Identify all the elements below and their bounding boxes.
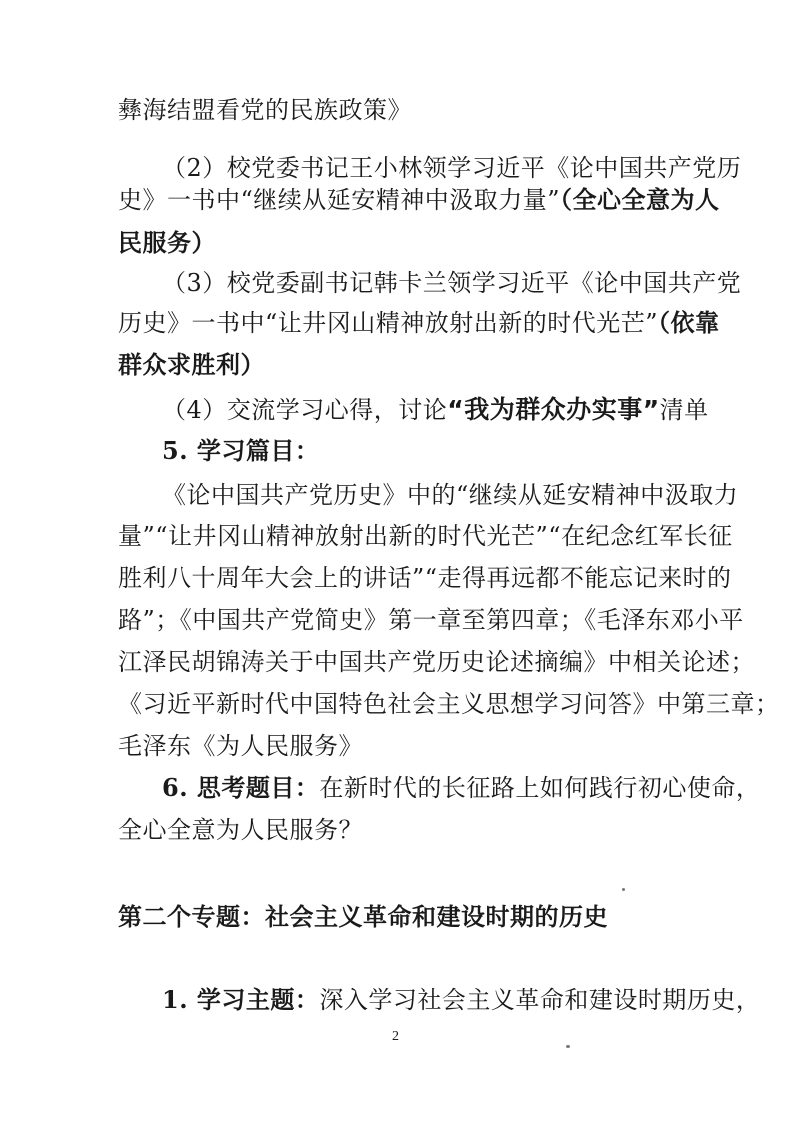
scan-speck [566,1045,570,1048]
section-heading: 第二个专题：社会主义革命和建设时期的历史 [118,903,608,931]
text-line: 群众求胜利） [118,350,265,379]
text-line: 量”“让井冈山精神放射出新的时代光芒”“在纪念红军长征 [118,522,733,550]
text-line: 路”；《中国共产党简史》第一章至第四章；《毛泽东邓小平 [118,606,744,634]
text-line: 毛泽东《为人民服务》 [118,732,363,760]
text-span: （4）交流学习心得，讨论 [162,396,448,424]
text-line: 江泽民胡锦涛关于中国共产党历史论述摘编》中相关论述； [118,648,755,676]
text-span: 深入学习社会主义革命和建设时期历史， [319,986,761,1014]
scan-speck [622,888,625,891]
text-line [118,185,720,215]
text-line: 彝海结盟看党的民族政策》 [118,96,412,124]
text-span: 清单 [659,396,709,424]
text-span: 历史》一书中“让井冈山精神放射出新的时代光芒” [118,309,659,337]
text-line [162,985,760,1015]
page-number: 2 [392,1029,399,1044]
bold-span: （依靠 [658,308,720,337]
section-label: 1. 学习主题： [162,985,320,1014]
section-label: 6. 思考题目： [162,773,320,802]
text-line: 胜利八十周年大会上的讲话”“走得再远都不能忘记来时的 [118,564,732,592]
text-line: 全心全意为人民服务？ [118,816,363,844]
section-label: 5. 学习篇目： [162,436,320,465]
text-line: 《习近平新时代中国特色社会主义思想学习问答》中第三章； [118,690,780,718]
text-span: 史》一书中“继续从延安精神中汲取力量” [118,186,561,214]
text-line: 民服务） [118,228,216,257]
text-line: （2）校党委书记王小林领学习近平《论中国共产党历 [162,154,742,182]
text-span: 在新时代的长征路上如何践行初心使命， [319,774,761,802]
text-line: （3）校党委副书记韩卡兰领学习近平《论中国共产党 [162,269,742,297]
text-line [162,773,760,803]
text-line [118,308,720,338]
bold-span: “我为群众办实事” [447,395,660,424]
text-line [162,395,709,425]
text-line: 《论中国共产党历史》中的“继续从延安精神中汲取力 [162,481,739,509]
bold-span: （全心全意为人 [560,185,720,214]
